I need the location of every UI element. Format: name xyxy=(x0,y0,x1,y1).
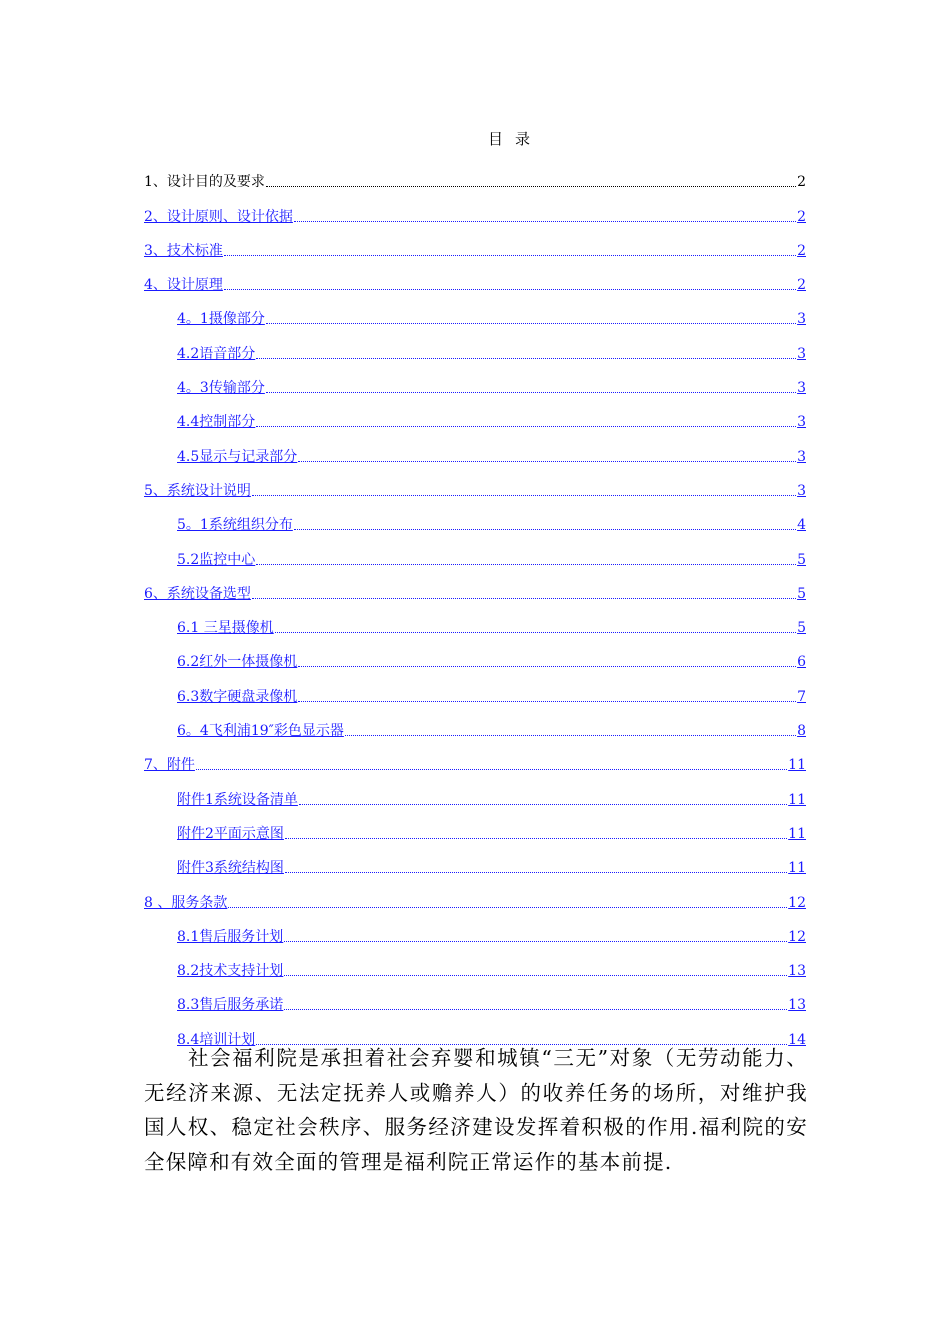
toc-entry-title: 4、设计原理 xyxy=(144,277,223,294)
toc-leader-dots xyxy=(294,220,796,222)
toc-entry[interactable] xyxy=(144,706,806,740)
toc-entry-page: 11 xyxy=(788,791,806,808)
toc-entry[interactable] xyxy=(144,946,806,980)
toc-entry[interactable] xyxy=(144,363,806,397)
toc-entry-page: 3 xyxy=(797,482,806,499)
toc-entry-title: 8.2技术支持计划 xyxy=(177,963,284,980)
toc-entry[interactable] xyxy=(144,912,806,946)
toc-entry-page: 3 xyxy=(797,380,806,397)
toc-entry-title: 5。1系统组织分布 xyxy=(177,517,293,534)
toc-entry-page: 2 xyxy=(797,208,806,225)
toc-entry-page: 11 xyxy=(788,825,806,842)
toc-entry[interactable] xyxy=(144,569,806,603)
toc-entry[interactable] xyxy=(144,843,806,877)
toc-leader-dots xyxy=(285,871,787,873)
toc-leader-dots xyxy=(228,906,787,908)
toc-entry-page: 5 xyxy=(797,551,806,568)
toc-entry-title: 7、附件 xyxy=(144,757,195,774)
toc-entry-page: 7 xyxy=(797,688,806,705)
toc-title: 目录 xyxy=(487,130,542,148)
toc-leader-dots xyxy=(252,597,796,599)
toc-leader-dots xyxy=(224,288,796,290)
toc-entry[interactable] xyxy=(144,809,806,843)
toc-entry[interactable] xyxy=(144,877,806,911)
toc-entry-page: 13 xyxy=(788,963,806,980)
toc-entry[interactable] xyxy=(144,603,806,637)
toc-entry-page: 5 xyxy=(797,585,806,602)
toc-leader-dots xyxy=(298,460,796,462)
toc-leader-dots xyxy=(252,494,796,496)
toc-leader-dots xyxy=(256,357,796,359)
toc-entry-title: 3、技术标准 xyxy=(144,242,223,259)
toc-entry-page: 11 xyxy=(788,860,806,877)
toc-leader-dots xyxy=(266,185,796,187)
toc-entry[interactable] xyxy=(144,534,806,568)
toc-entry-title: 4.4控制部分 xyxy=(177,414,256,431)
toc-entry-title: 5.2监控中心 xyxy=(177,551,256,568)
toc-entry-title: 8.1售后服务计划 xyxy=(177,928,284,945)
toc-entry[interactable] xyxy=(144,500,806,534)
toc-leader-dots xyxy=(284,974,787,976)
toc-entry-page: 2 xyxy=(797,174,806,191)
toc-entry-title: 4.2语音部分 xyxy=(177,345,256,362)
toc-entry[interactable] xyxy=(144,431,806,465)
toc-leader-dots xyxy=(196,768,787,770)
table-of-contents xyxy=(144,157,806,1049)
toc-leader-dots xyxy=(345,734,796,736)
toc-leader-dots xyxy=(298,700,796,702)
toc-entry-title: 8.3售后服务承诺 xyxy=(177,997,284,1014)
toc-entry-title: 1、设计目的及要求 xyxy=(144,174,265,191)
toc-entry-page: 3 xyxy=(797,414,806,431)
toc-entry[interactable] xyxy=(144,637,806,671)
toc-entry-page: 12 xyxy=(788,928,806,945)
toc-entry-title: 6。4飞利浦19″彩色显示器 xyxy=(177,723,344,740)
toc-entry-page: 12 xyxy=(788,894,806,911)
toc-entry[interactable] xyxy=(144,397,806,431)
toc-entry-page: 11 xyxy=(788,757,806,774)
toc-leader-dots xyxy=(298,665,796,667)
toc-entry-page: 4 xyxy=(797,517,806,534)
toc-entry xyxy=(144,157,806,191)
toc-leader-dots xyxy=(266,391,796,393)
toc-leader-dots xyxy=(256,563,796,565)
toc-entry-title: 6.1 三星摄像机 xyxy=(177,620,274,637)
toc-entry-page: 3 xyxy=(797,345,806,362)
toc-entry-page: 14 xyxy=(788,1031,806,1048)
toc-entry-page: 3 xyxy=(797,311,806,328)
toc-entry-page: 13 xyxy=(788,997,806,1014)
toc-leader-dots xyxy=(294,528,796,530)
toc-leader-dots xyxy=(284,1008,787,1010)
toc-entry-page: 3 xyxy=(797,448,806,465)
toc-entry-page: 2 xyxy=(797,277,806,294)
toc-leader-dots xyxy=(275,631,796,633)
toc-entry-title: 4。3传输部分 xyxy=(177,380,265,397)
toc-entry-title: 2、设计原则、设计依据 xyxy=(144,208,293,225)
toc-entry[interactable] xyxy=(144,774,806,808)
toc-entry[interactable] xyxy=(144,466,806,500)
toc-entry[interactable] xyxy=(144,671,806,705)
toc-entry[interactable] xyxy=(144,980,806,1014)
toc-entry[interactable] xyxy=(144,260,806,294)
toc-leader-dots xyxy=(299,803,787,805)
toc-entry-title: 6.2红外一体摄像机 xyxy=(177,654,298,671)
toc-entry-title: 4。1摄像部分 xyxy=(177,311,265,328)
toc-entry-title: 6、系统设备选型 xyxy=(144,585,251,602)
toc-leader-dots xyxy=(224,254,796,256)
toc-leader-dots xyxy=(256,425,796,427)
toc-entry[interactable] xyxy=(144,328,806,362)
toc-entry-page: 2 xyxy=(797,242,806,259)
toc-entry-title: 4.5显示与记录部分 xyxy=(177,448,298,465)
toc-entry-page: 8 xyxy=(797,723,806,740)
toc-entry-title: 附件3系统结构图 xyxy=(177,860,284,877)
toc-entry-page: 5 xyxy=(797,620,806,637)
toc-leader-dots xyxy=(284,940,787,942)
toc-entry-title: 附件2平面示意图 xyxy=(177,825,284,842)
toc-entry-title: 5、系统设计说明 xyxy=(144,482,251,499)
toc-entry[interactable] xyxy=(144,740,806,774)
toc-leader-dots xyxy=(285,837,787,839)
toc-leader-dots xyxy=(266,322,796,324)
body-paragraph: 社会福利院是承担着社会弃婴和城镇“三无”对象（无劳动能力、无经济来源、无法定抚养人或赡养人）的收养任务的场所，对维护我国人权、稳定社会秩序、服务经济建设发挥着积极的作用.福利院的安全保障和有效全面的管理是福利院正常运作的基本前提. xyxy=(144,1046,808,1174)
toc-entry-title: 8.4培训计划 xyxy=(177,1031,256,1048)
toc-entry[interactable] xyxy=(144,226,806,260)
toc-entry-title: 6.3数字硬盘录像机 xyxy=(177,688,298,705)
toc-entry-page: 6 xyxy=(797,654,806,671)
toc-entry[interactable] xyxy=(144,294,806,328)
toc-entry[interactable] xyxy=(144,191,806,225)
toc-entry-title: 8 、服务条款 xyxy=(144,894,228,911)
toc-entry-title: 附件1系统设备清单 xyxy=(177,791,298,808)
